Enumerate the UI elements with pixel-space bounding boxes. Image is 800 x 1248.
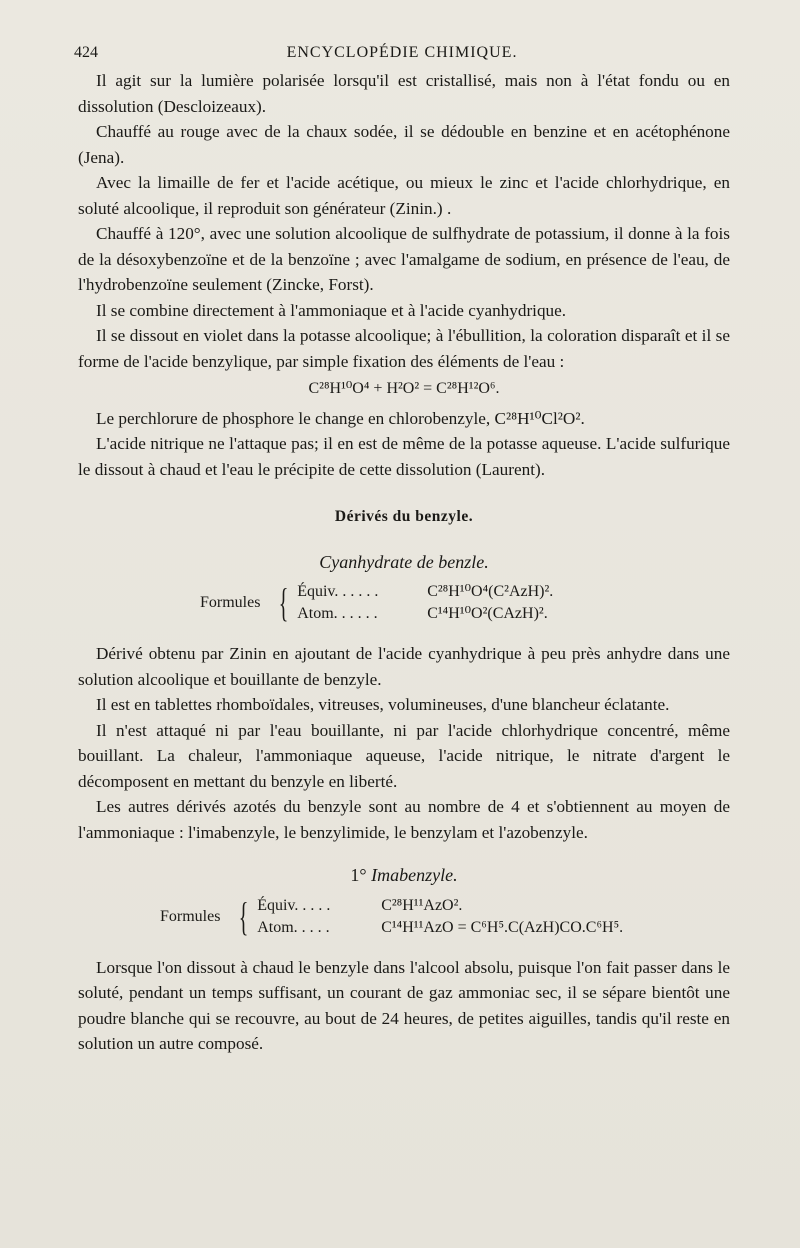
formula-key: Équiv. . . . . xyxy=(257,896,331,914)
subsection-name: Imabenzyle. xyxy=(371,865,458,885)
formula-row xyxy=(297,603,553,625)
subsection-title: Cyanhydrate de benzle. xyxy=(319,551,489,572)
page-header xyxy=(74,44,730,66)
paragraph: Chauffé à 120°, avec une solution alcoolique de sulfhydrate de potassium, il donne à la fois de la désoxybenzoïne et de la benzoïne ; avec l'amalgame de sodium, en présence de l'eau, de l'hydrobenzoïne seulement (Zincke, Forst). xyxy=(78,224,730,294)
formula-block xyxy=(200,581,730,625)
paragraph: Il se dissout en violet dans la potasse alcoolique; à l'ébullition, la coloration disparaît et il se forme de l'acide benzylique, par simple fixation des éléments de l'eau : xyxy=(78,326,730,371)
paragraph: Il n'est attaqué ni par l'eau bouillante, ni par l'acide chlorhydrique concentré, même bouillant. La chaleur, l'ammoniaque aqueuse, l'acide nitrique, le nitrate d'argent le décomposent en mettant du benzyle en liberté. xyxy=(78,720,730,791)
formula-row xyxy=(257,917,623,939)
formula-row xyxy=(297,581,553,603)
subsection-title xyxy=(78,863,730,889)
formula-block xyxy=(160,895,730,939)
formula-key: Atom. . . . . xyxy=(257,918,330,936)
paragraph: Chauffé au rouge avec de la chaux sodée, il se dédouble en benzine et en acétophénone (Jena). xyxy=(78,122,730,167)
body-text xyxy=(78,68,730,1057)
paragraph: Dérivé obtenu par Zinin en ajoutant de l'acide cyanhydrique à peu près anhydre dans une solution alcoolique et bouillante de benzyle. xyxy=(78,644,730,689)
page-number: 424 xyxy=(74,44,98,61)
paragraph: Avec la limaille de fer et l'acide acétique, ou mieux le zinc et l'acide chlorhydrique, en soluté alcoolique, il reproduit son générateur (Zinin.) . xyxy=(78,173,730,218)
formula-rows xyxy=(257,895,623,939)
paragraph: Il est en tablettes rhomboïdales, vitreuses, volumineuses, d'une blancheur éclatante. xyxy=(96,695,670,714)
brace-glyph: { xyxy=(238,893,249,939)
running-title: ENCYCLOPÉDIE CHIMIQUE. xyxy=(286,44,518,61)
formula-key: Équiv. . . . . . xyxy=(297,583,379,600)
paragraph: Il se combine directement à l'ammoniaque et à l'acide cyanhydrique. xyxy=(96,300,567,320)
equation: C²⁸H¹⁰O⁴ + H²O² = C²⁸H¹²O⁶. xyxy=(308,380,500,397)
formula-value: C¹⁴H¹⁰O²(CAzH)². xyxy=(427,605,548,622)
formula-value: C²⁸H¹⁰O⁴(C²AzH)². xyxy=(427,583,554,600)
paragraph: Les autres dérivés azotés du benzyle sont au nombre de 4 et s'obtiennent au moyen de l'ammoniaque : l'imabenzyle, le benzylimide, le benzylam et l'azobenzyle. xyxy=(78,797,730,842)
paragraph: Lorsque l'on dissout à chaud le benzyle dans l'alcool absolu, puisque l'on fait passer dans le soluté, pendant un temps suffisant, un courant de gaz ammoniac sec, il se sépare bientôt une poudre blanche qui se recouvre, au bout de 24 heures, de petites aiguilles, tandis qu'il reste en solution un autre composé. xyxy=(78,957,730,1053)
formulas-label: Formules xyxy=(200,594,261,611)
paragraph: Il agit sur la lumière polarisée lorsqu'il est cristallisé, mais non à l'état fondu ou en dissolution (Descloizeaux). xyxy=(78,71,730,116)
formula-rows xyxy=(297,581,553,625)
subsection-number: 1° xyxy=(350,865,367,885)
formula-value: C¹⁴H¹¹AzO = C⁶H⁵.C(AzH)CO.C⁶H⁵. xyxy=(381,918,624,936)
formulas-label: Formules xyxy=(160,907,221,925)
section-title: Dérivés du benzyle. xyxy=(334,508,474,525)
paragraph: L'acide nitrique ne l'attaque pas; il en est de même de la potasse aqueuse. L'acide sulfurique le dissout à chaud et l'eau le précipite de cette dissolution (Laurent). xyxy=(78,434,730,479)
formula-key: Atom. . . . . . xyxy=(297,605,378,622)
formula-row xyxy=(257,895,623,917)
formula-value: C²⁸H¹¹AzO². xyxy=(381,896,463,914)
paragraph: Le perchlorure de phosphore le change en chlorobenzyle, C²⁸H¹⁰Cl²O². xyxy=(96,408,585,428)
brace-glyph: { xyxy=(278,580,289,625)
